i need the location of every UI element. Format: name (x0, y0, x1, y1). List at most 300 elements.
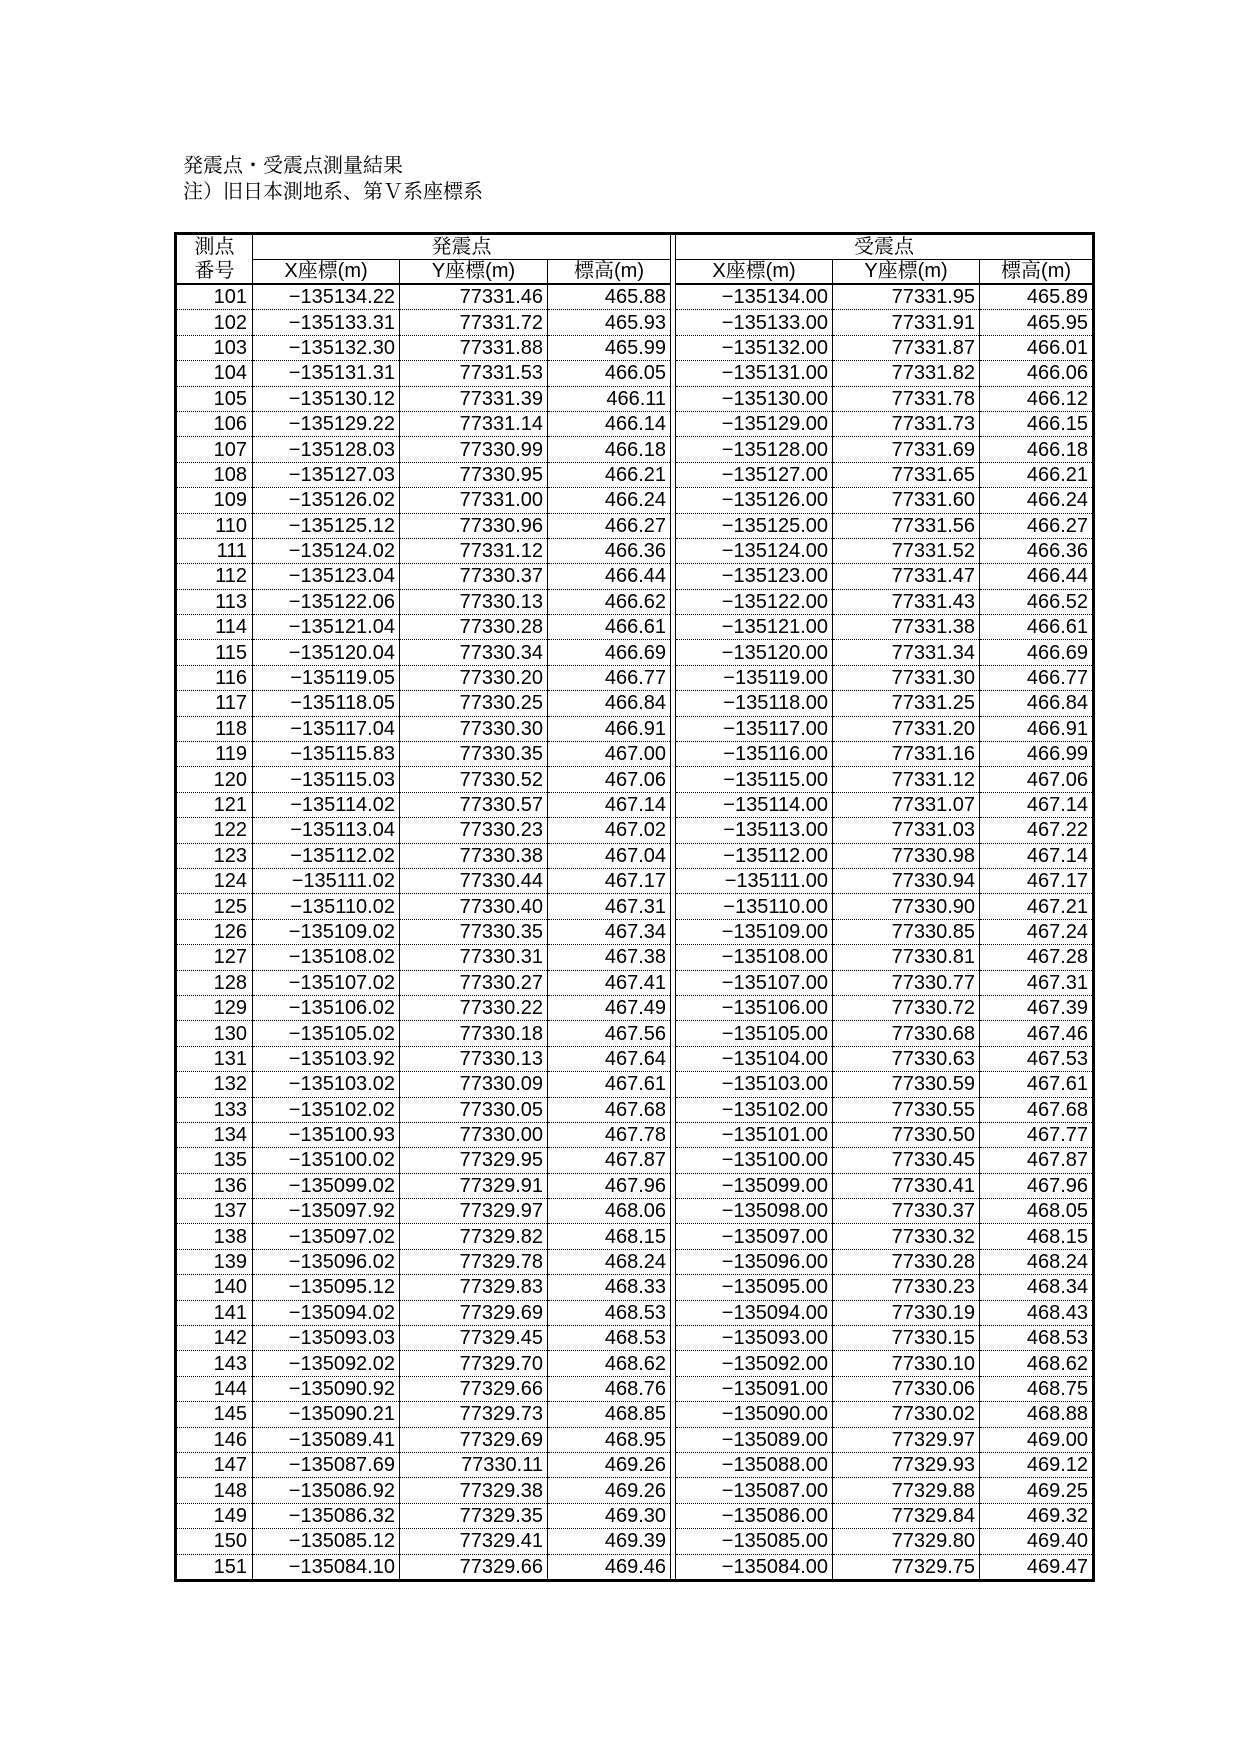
table-row (176, 1122, 1094, 1147)
receiver-x-header: X座標(m) (676, 259, 833, 284)
shot-x-cell: −135095.12 (253, 1275, 400, 1300)
point-number-cell: 118 (176, 716, 253, 741)
receiver-elevation-cell: 469.47 (1026, 1555, 1089, 1578)
shot-x-cell: −135093.03 (253, 1326, 400, 1351)
shot-elevation-header: 標高(m) (548, 259, 671, 284)
receiver-y-cell: 77330.19 (833, 1300, 980, 1325)
receiver-y-cell: 77331.07 (833, 792, 980, 817)
receiver-elevation-cell: 466.01 (980, 335, 1094, 360)
point-number-cell: 124 (176, 868, 253, 893)
receiver-y-cell: 77330.28 (833, 1249, 980, 1274)
receiver-x-cell: −135113.00 (676, 818, 833, 843)
receiver-x-cell: −135100.00 (676, 1148, 833, 1173)
table-row (176, 361, 1094, 386)
receiver-x-cell: −135103.00 (676, 1072, 833, 1097)
receiver-elevation-cell: 465.95 (980, 310, 1094, 335)
receiver-elevation-cell: 467.96 (980, 1173, 1094, 1198)
receiver-elevation-cell: 466.27 (980, 513, 1094, 538)
table-row (176, 1376, 1094, 1401)
shot-elevation-cell: 465.99 (548, 335, 671, 360)
shot-x-cell: −135089.41 (253, 1427, 400, 1452)
point-number-cell: 120 (176, 767, 253, 792)
receiver-x-cell: −135089.00 (676, 1427, 833, 1452)
point-number-cell: 106 (176, 411, 253, 436)
point-number-cell: 144 (176, 1376, 253, 1401)
receiver-elevation-cell: 466.24 (980, 488, 1094, 513)
receiver-x-cell: −135111.00 (676, 868, 833, 893)
shot-y-cell: 77331.14 (400, 411, 548, 436)
shot-elevation-cell: 466.21 (548, 462, 671, 487)
receiver-elevation-cell: 467.28 (980, 945, 1094, 970)
point-number-cell: 147 (176, 1452, 253, 1477)
shot-y-cell: 77330.11 (400, 1452, 548, 1477)
receiver-elevation-cell: 468.34 (980, 1275, 1094, 1300)
receiver-y-cell: 77331.52 (833, 538, 980, 563)
table-row (176, 488, 1094, 513)
table-row (176, 589, 1094, 614)
receiver-y-cell: 77331.56 (833, 513, 980, 538)
shot-elevation-cell: 469.26 (548, 1478, 671, 1503)
shot-y-cell: 77330.34 (400, 640, 548, 665)
receiver-elevation-cell: 466.99 (980, 742, 1094, 767)
shot-elevation-cell: 466.27 (548, 513, 671, 538)
shot-y-cell: 77331.12 (400, 538, 548, 563)
point-number-cell: 113 (176, 589, 253, 614)
receiver-x-cell: −135108.00 (676, 945, 833, 970)
shot-elevation-cell: 468.62 (548, 1351, 671, 1376)
receiver-x-cell: −135106.00 (676, 995, 833, 1020)
receiver-x-cell: −135112.00 (676, 843, 833, 868)
receiver-y-cell: 77331.25 (833, 691, 980, 716)
receiver-elevation-cell: 467.06 (980, 767, 1094, 792)
shot-x-cell: −135086.32 (253, 1503, 400, 1528)
receiver-x-cell: −135098.00 (676, 1199, 833, 1224)
shot-elevation-cell: 467.61 (548, 1072, 671, 1097)
point-number-cell: 129 (176, 995, 253, 1020)
shot-y-header: Y座標(m) (400, 259, 548, 284)
shot-y-cell: 77329.91 (400, 1173, 548, 1198)
point-number-cell: 123 (176, 843, 253, 868)
receiver-y-cell: 77330.37 (833, 1199, 980, 1224)
receiver-x-cell: −135091.00 (676, 1376, 833, 1401)
table-row (176, 665, 1094, 690)
shot-elevation-cell: 469.26 (548, 1452, 671, 1477)
receiver-elevation-cell: 469.40 (980, 1529, 1094, 1554)
point-number-cell: 116 (176, 665, 253, 690)
receiver-elevation-cell: 465.89 (980, 284, 1094, 310)
shot-y-cell: 77330.13 (400, 1046, 548, 1071)
receiver-x-cell: −135094.00 (676, 1300, 833, 1325)
shot-y-cell: 77329.97 (400, 1199, 548, 1224)
shot-y-cell: 77329.66 (400, 1376, 548, 1401)
receiver-elevation-cell: 469.00 (980, 1427, 1094, 1452)
shot-x-cell: −135096.02 (253, 1249, 400, 1274)
receiver-elevation-cell: 467.77 (980, 1122, 1094, 1147)
shot-x-cell: −135105.02 (253, 1021, 400, 1046)
shot-elevation-cell: 466.77 (548, 665, 671, 690)
shot-x-cell: −135134.22 (253, 284, 400, 310)
shot-y-cell: 77330.99 (400, 437, 548, 462)
shot-elevation-cell: 466.69 (548, 640, 671, 665)
table-row (176, 868, 1094, 893)
receiver-x-cell: −135119.00 (676, 665, 833, 690)
shot-elevation-cell: 465.88 (548, 284, 671, 310)
receiver-x-cell: −135105.00 (676, 1021, 833, 1046)
shot-y-cell: 77329.38 (400, 1478, 548, 1503)
table-row (176, 818, 1094, 843)
table-row (176, 310, 1094, 335)
shot-elevation-cell: 466.05 (548, 361, 671, 386)
receiver-x-cell: −135131.00 (676, 361, 833, 386)
shot-x-cell: −135131.31 (253, 361, 400, 386)
receiver-y-cell: 77330.63 (833, 1046, 980, 1071)
shot-elevation-cell: 467.78 (548, 1122, 671, 1147)
table-row (176, 640, 1094, 665)
receiver-elevation-cell: 467.22 (980, 818, 1094, 843)
receiver-x-cell: −135086.00 (676, 1503, 833, 1528)
shot-y-cell: 77330.09 (400, 1072, 548, 1097)
receiver-y-cell: 77331.34 (833, 640, 980, 665)
shot-y-cell: 77331.53 (400, 361, 548, 386)
shot-x-cell: −135108.02 (253, 945, 400, 970)
receiver-x-cell: −135116.00 (676, 742, 833, 767)
receiver-elevation-cell: 467.17 (980, 868, 1094, 893)
point-number-cell: 119 (176, 742, 253, 767)
receiver-x-cell: −135117.00 (676, 716, 833, 741)
shot-x-cell: −135099.02 (253, 1173, 400, 1198)
receiver-y-cell: 77331.82 (833, 361, 980, 386)
shot-y-cell: 77331.39 (400, 386, 548, 411)
receiver-elevation-cell: 467.14 (980, 792, 1094, 817)
table-row (176, 742, 1094, 767)
receiver-x-cell: −135114.00 (676, 792, 833, 817)
shot-elevation-cell: 469.39 (548, 1529, 671, 1554)
receiver-y-cell: 77330.59 (833, 1072, 980, 1097)
receiver-y-cell: 77330.45 (833, 1148, 980, 1173)
receiver-y-cell: 77330.06 (833, 1376, 980, 1401)
point-number-cell: 146 (176, 1427, 253, 1452)
shot-x-cell: −135094.02 (253, 1300, 400, 1325)
receiver-elevation-cell: 469.12 (980, 1452, 1094, 1477)
point-number-cell: 138 (176, 1224, 253, 1249)
table-row (176, 1554, 1094, 1580)
shot-x-cell: −135097.02 (253, 1224, 400, 1249)
receiver-x-cell: −135125.00 (676, 513, 833, 538)
receiver-y-cell: 77331.95 (833, 284, 980, 310)
shot-x-cell: −135111.02 (253, 868, 400, 893)
receiver-elevation-cell: 467.21 (980, 894, 1094, 919)
shot-x-cell: −135090.92 (253, 1376, 400, 1401)
point-number-cell: 142 (176, 1326, 253, 1351)
point-number-cell: 127 (176, 945, 253, 970)
receiver-x-cell: −135123.00 (676, 564, 833, 589)
receiver-x-cell: −135133.00 (676, 310, 833, 335)
shot-y-cell: 77330.96 (400, 513, 548, 538)
point-number-cell: 109 (176, 488, 253, 513)
receiver-y-cell: 77330.94 (833, 868, 980, 893)
receiver-elevation-cell: 467.24 (980, 919, 1094, 944)
shot-elevation-cell: 467.31 (548, 894, 671, 919)
table-row (176, 1503, 1094, 1528)
shot-y-cell: 77329.66 (400, 1554, 548, 1580)
receiver-y-cell: 77331.78 (833, 386, 980, 411)
receiver-elevation-cell: 468.62 (980, 1351, 1094, 1376)
receiver-x-cell: −135120.00 (676, 640, 833, 665)
point-number-cell: 134 (176, 1122, 253, 1147)
shot-x-cell: −135123.04 (253, 564, 400, 589)
receiver-y-cell: 77330.77 (833, 970, 980, 995)
shot-elevation-cell: 467.64 (548, 1046, 671, 1071)
point-number-cell: 103 (176, 335, 253, 360)
receiver-elevation-cell: 468.75 (980, 1376, 1094, 1401)
point-number-cell: 102 (176, 310, 253, 335)
shot-elevation-cell: 466.24 (548, 488, 671, 513)
receiver-x-cell: −135110.00 (676, 894, 833, 919)
receiver-y-cell: 77331.91 (833, 310, 980, 335)
shot-elevation-cell: 466.91 (548, 716, 671, 741)
shot-x-cell: −135117.04 (253, 716, 400, 741)
table-row (176, 1300, 1094, 1325)
point-number-cell: 137 (176, 1199, 253, 1224)
shot-y-cell: 77330.27 (400, 970, 548, 995)
receiver-elevation-cell: 466.61 (980, 615, 1094, 640)
receiver-x-cell: −135087.00 (676, 1478, 833, 1503)
receiver-y-cell: 77329.80 (833, 1529, 980, 1554)
shot-y-cell: 77331.88 (400, 335, 548, 360)
survey-results-table (174, 232, 1095, 1582)
point-number-cell: 136 (176, 1173, 253, 1198)
point-number-cell: 117 (176, 691, 253, 716)
receiver-y-cell: 77330.98 (833, 843, 980, 868)
shot-y-cell: 77331.72 (400, 310, 548, 335)
receiver-elevation-cell: 467.87 (980, 1148, 1094, 1173)
shot-x-cell: −135122.06 (253, 589, 400, 614)
shot-y-cell: 77331.46 (400, 284, 548, 310)
table-row (176, 995, 1094, 1020)
survey-rows (176, 284, 1094, 1580)
receiver-y-cell: 77329.93 (833, 1452, 980, 1477)
receiver-x-cell: −135101.00 (676, 1122, 833, 1147)
receiver-elevation-cell: 466.44 (980, 564, 1094, 589)
shot-y-cell: 77330.35 (400, 742, 548, 767)
shot-x-cell: −135113.04 (253, 818, 400, 843)
shot-x-cell: −135132.30 (253, 335, 400, 360)
receiver-x-cell: −135104.00 (676, 1046, 833, 1071)
table-row (176, 1529, 1094, 1554)
shot-x-cell: −135127.03 (253, 462, 400, 487)
point-number-cell: 143 (176, 1351, 253, 1376)
point-number-cell: 112 (176, 564, 253, 589)
table-row (176, 1478, 1094, 1503)
receiver-elevation-cell: 466.84 (980, 691, 1094, 716)
receiver-x-cell: −135093.00 (676, 1326, 833, 1351)
receiver-elevation-cell: 467.61 (980, 1072, 1094, 1097)
receiver-elevation-cell: 466.15 (980, 411, 1094, 436)
receiver-y-cell: 77330.72 (833, 995, 980, 1020)
receiver-y-cell: 77331.38 (833, 615, 980, 640)
shot-y-cell: 77329.35 (400, 1503, 548, 1528)
point-number-cell: 140 (176, 1275, 253, 1300)
shot-elevation-cell: 468.15 (548, 1224, 671, 1249)
receiver-x-cell: −135092.00 (676, 1351, 833, 1376)
shot-elevation-cell: 467.56 (548, 1021, 671, 1046)
point-number-cell: 149 (176, 1503, 253, 1528)
point-number-cell: 130 (176, 1021, 253, 1046)
table-row (176, 716, 1094, 741)
table-row (176, 894, 1094, 919)
shot-x-header: X座標(m) (253, 259, 400, 284)
receiver-elevation-cell: 467.39 (980, 995, 1094, 1020)
point-number-cell: 121 (176, 792, 253, 817)
receiver-elevation-cell: 467.31 (980, 970, 1094, 995)
receiver-point-group-header: 受震点 (676, 234, 1094, 260)
table-row (176, 386, 1094, 411)
shot-x-cell: −135129.22 (253, 411, 400, 436)
shot-elevation-cell: 468.33 (548, 1275, 671, 1300)
receiver-y-cell: 77331.87 (833, 335, 980, 360)
shot-elevation-cell: 468.06 (548, 1199, 671, 1224)
shot-y-cell: 77329.83 (400, 1275, 548, 1300)
shot-y-cell: 77330.44 (400, 868, 548, 893)
point-number-cell: 122 (176, 818, 253, 843)
receiver-x-cell: −135122.00 (676, 589, 833, 614)
table-row (176, 1275, 1094, 1300)
table-row (176, 919, 1094, 944)
receiver-y-cell: 77330.23 (833, 1275, 980, 1300)
point-number-cell: 108 (176, 462, 253, 487)
shot-y-cell: 77330.30 (400, 716, 548, 741)
shot-elevation-cell: 467.41 (548, 970, 671, 995)
table-row (176, 970, 1094, 995)
shot-elevation-cell: 467.17 (548, 868, 671, 893)
shot-y-cell: 77330.35 (400, 919, 548, 944)
point-number-cell: 139 (176, 1249, 253, 1274)
receiver-y-cell: 77331.73 (833, 411, 980, 436)
shot-y-cell: 77329.45 (400, 1326, 548, 1351)
receiver-y-cell: 77330.85 (833, 919, 980, 944)
receiver-elevation-cell: 468.53 (980, 1326, 1094, 1351)
shot-x-cell: −135103.02 (253, 1072, 400, 1097)
table-row (176, 1326, 1094, 1351)
shot-y-cell: 77330.20 (400, 665, 548, 690)
table-row (176, 945, 1094, 970)
point-number-header-line2: 番号 (194, 260, 235, 282)
shot-x-cell: −135120.04 (253, 640, 400, 665)
receiver-x-cell: −135128.00 (676, 437, 833, 462)
shot-x-cell: −135097.92 (253, 1199, 400, 1224)
shot-elevation-cell: 469.46 (604, 1555, 667, 1578)
shot-x-cell: −135125.12 (253, 513, 400, 538)
table-row (176, 284, 1094, 310)
coordinate-system-note: 注）旧日本測地系、第Ｖ系座標系 (183, 179, 483, 203)
shot-elevation-cell: 465.93 (548, 310, 671, 335)
shot-x-cell: −135100.93 (253, 1122, 400, 1147)
table-row (176, 1224, 1094, 1249)
table-row (176, 1046, 1094, 1071)
point-number-cell: 145 (176, 1402, 253, 1427)
shot-x-cell: −135087.69 (253, 1452, 400, 1477)
table-row (176, 1351, 1094, 1376)
table-row (176, 538, 1094, 563)
point-number-cell: 115 (176, 640, 253, 665)
shot-x-cell: −135092.02 (253, 1351, 400, 1376)
shot-x-cell: −135115.03 (253, 767, 400, 792)
table-row (176, 767, 1094, 792)
point-number-cell: 111 (176, 538, 253, 563)
table-row (176, 411, 1094, 436)
point-number-cell: 107 (176, 437, 253, 462)
receiver-elevation-cell: 466.36 (980, 538, 1094, 563)
shot-y-cell: 77330.40 (400, 894, 548, 919)
table-row (176, 1452, 1094, 1477)
receiver-elevation-cell: 469.32 (980, 1503, 1094, 1528)
shot-elevation-cell: 467.14 (548, 792, 671, 817)
receiver-y-cell: 77331.16 (833, 742, 980, 767)
shot-y-cell: 77330.00 (400, 1122, 548, 1147)
receiver-y-cell: 77330.02 (833, 1402, 980, 1427)
point-number-cell: 101 (176, 284, 253, 310)
table-row (176, 843, 1094, 868)
receiver-y-cell: 77329.97 (833, 1427, 980, 1452)
receiver-elevation-cell: 467.14 (980, 843, 1094, 868)
receiver-x-cell: −135085.00 (676, 1529, 833, 1554)
receiver-elevation-cell: 469.25 (980, 1478, 1094, 1503)
table-row (176, 564, 1094, 589)
shot-x-cell: −135115.83 (253, 742, 400, 767)
shot-elevation-cell: 466.62 (548, 589, 671, 614)
receiver-x-cell: −135118.00 (676, 691, 833, 716)
receiver-y-header: Y座標(m) (833, 259, 980, 284)
receiver-elevation-cell: 466.91 (980, 716, 1094, 741)
receiver-y-cell: 77330.15 (833, 1326, 980, 1351)
shot-y-cell: 77329.70 (400, 1351, 548, 1376)
receiver-y-cell: 77330.55 (833, 1097, 980, 1122)
receiver-elevation-cell: 468.05 (980, 1199, 1094, 1224)
point-number-cell: 132 (176, 1072, 253, 1097)
shot-y-cell: 77329.82 (400, 1224, 548, 1249)
shot-x-cell: −135119.05 (253, 665, 400, 690)
point-number-header-line1: 測点 (194, 236, 235, 258)
receiver-elevation-cell: 466.21 (980, 462, 1094, 487)
table-row (176, 615, 1094, 640)
receiver-x-cell: −135121.00 (676, 615, 833, 640)
point-number-cell: 150 (176, 1529, 253, 1554)
shot-elevation-cell: 468.85 (548, 1402, 671, 1427)
shot-elevation-cell: 466.44 (548, 564, 671, 589)
shot-y-cell: 77330.22 (400, 995, 548, 1020)
receiver-elevation-cell: 467.53 (980, 1046, 1094, 1071)
receiver-x-cell: −135129.00 (676, 411, 833, 436)
table-row (176, 1402, 1094, 1427)
document-title: 発震点・受震点測量結果 (183, 153, 403, 177)
receiver-y-cell: 77331.47 (833, 564, 980, 589)
shot-y-cell: 77330.38 (400, 843, 548, 868)
receiver-y-cell: 77330.68 (833, 1021, 980, 1046)
receiver-elevation-cell: 466.06 (980, 361, 1094, 386)
shot-x-cell: −135110.02 (253, 894, 400, 919)
receiver-x-cell: −135126.00 (676, 488, 833, 513)
shot-elevation-cell: 467.38 (548, 945, 671, 970)
shot-x-cell: −135124.02 (253, 538, 400, 563)
receiver-x-cell: −135130.00 (676, 386, 833, 411)
shot-x-cell: −135128.03 (253, 437, 400, 462)
table-row (176, 1427, 1094, 1452)
table-row (176, 1249, 1094, 1274)
shot-elevation-cell: 467.00 (548, 742, 671, 767)
shot-y-cell: 77330.18 (400, 1021, 548, 1046)
shot-x-cell: −135112.02 (253, 843, 400, 868)
receiver-elevation-cell: 466.69 (980, 640, 1094, 665)
